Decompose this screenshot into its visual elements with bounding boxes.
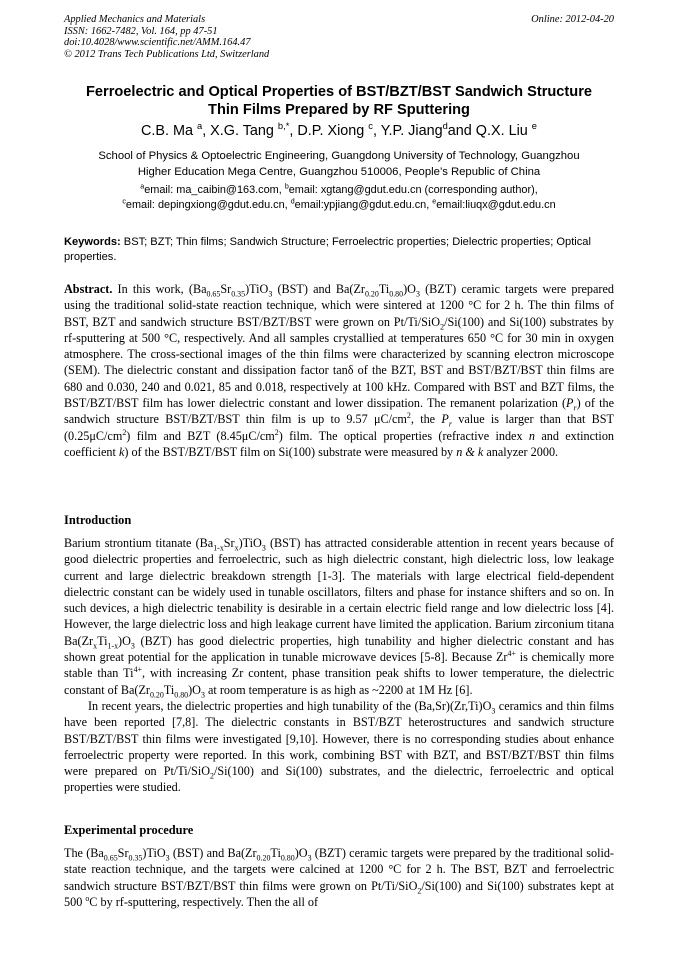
abstract-text: /Si(100) and Si(100) substrates by rf-sputtering at 500 °C, respectively. And all samples crystallied at temperatures 650 °C for 30 min in oxygen atmosphere. The cross-sectional images of the thin films were characterized by scanning electron microscope (SEM). The dielectric constant and dissipation factor tanδ of the BZT, BST and BST/BZT/BST thin films are 680 and 0.030, 240 and 0.021, 85 and 0.018, respectively at 100 kHz. Compared with BST and BZT films, the BST/BZT/BST film has lower dielectric constant and lower dissipation. The remanent polarization ( [64, 314, 614, 411]
author-list [30, 122, 648, 140]
subscript: 1-x [213, 543, 224, 553]
symbol: P [566, 396, 574, 411]
abstract-text: In this work, (Ba [112, 282, 207, 296]
online-date: Online: 2012-04-20 [531, 14, 614, 25]
subscript: 0.65 [206, 289, 221, 299]
email-e: email:liuqx@gdut.edu.cn [436, 199, 556, 211]
body-text: (BZT) has good dielectric properties, high tunability and higher dielectric constant and has shown great potential for the application in tunable microwave devices [5-8]. Because Zr [64, 633, 614, 665]
body-text: Sr [117, 846, 129, 860]
body-text: (BST) and Ba(Zr [169, 846, 257, 860]
subscript: 0.20 [364, 289, 379, 299]
affiliation [40, 148, 638, 180]
intro-paragraph-2 [64, 698, 614, 796]
introduction-heading: Introduction [64, 513, 132, 527]
author-3-mark: c [368, 121, 373, 132]
body-text: )O [294, 846, 308, 860]
superscript: 2 [274, 427, 279, 437]
author-5-mark: e [531, 121, 537, 132]
abstract-text: )O [403, 282, 416, 296]
subscript: 0.80 [389, 289, 404, 299]
subscript: 3 [130, 641, 135, 651]
abstract-paragraph [64, 281, 614, 460]
subscript: 3 [165, 853, 170, 863]
body-text: )O [118, 633, 131, 648]
email-mark-e: e [432, 197, 437, 206]
subscript: x [234, 543, 239, 553]
subscript: 1-x [107, 641, 119, 651]
body-text: , with increasing Zr content, phase transition peak shifts to lower temperature, the dielectric constant of Ba(Zr [64, 666, 614, 697]
email-c: email: depingxiong@gdut.edu.cn, [125, 199, 291, 211]
subscript: r [448, 419, 452, 429]
keywords-text: BST; BZT; Thin films; Sandwich Structure; Ferroelectric properties; Dielectric properties; Optical properties. [64, 236, 591, 263]
abstract-text: and extinction coefficient [64, 428, 615, 459]
journal-header [64, 14, 614, 60]
superscript: o [85, 893, 90, 903]
abstract-text: ) film. The optical properties (refractive index [278, 428, 529, 443]
subscript: 0.65 [103, 853, 118, 863]
subscript: r [573, 403, 577, 413]
body-text: Sr [223, 536, 235, 550]
abstract-text: (BST) and Ba(Zr [272, 282, 365, 296]
symbol: k [118, 444, 125, 459]
email-b: email: xgtang@gdut.edu.cn (corresponding author), [288, 184, 538, 196]
subscript: 2 [417, 886, 422, 896]
body-text: In recent years, the dielectric properties and high tunability of the (Ba,Sr)(Zr,Ti)O [88, 698, 492, 713]
email-d: email:ypjiang@gdut.edu.cn, [294, 199, 433, 211]
abstract-text: value is larger than that BST (0.25μC/cm [64, 412, 615, 443]
doi-line: doi:10.4028/www.scientific.net/AMM.164.47 [64, 37, 251, 49]
abstract-text: Sr [220, 282, 232, 296]
experimental-procedure [64, 845, 614, 910]
author-4: , Y.P. Jiang [372, 123, 443, 139]
symbol: P [441, 412, 449, 427]
subscript: 0.35 [231, 289, 246, 299]
abstract-label: Abstract. [64, 282, 113, 296]
title-line-1: Ferroelectric and Optical Properties of BST/BZT/BST Sandwich Structure [85, 84, 592, 100]
experimental-paragraph [64, 845, 614, 910]
abstract-text: ) of the sandwich structure BST/BZT/BST thin film is up to 9.57 μC/cm [64, 396, 614, 427]
email-mark-a: a [140, 182, 145, 191]
subscript: 0.80 [280, 853, 295, 863]
author-2-mark: b,* [277, 121, 290, 132]
affiliation-line-2: Higher Education Mega Centre, Guangzhou 510006, People’s Republic of China [137, 166, 541, 178]
subscript: 0.80 [174, 690, 189, 700]
body-text: )O [188, 682, 201, 697]
author-5: and Q.X. Liu [447, 123, 528, 139]
subscript: 0.35 [128, 853, 143, 863]
email-line-1 [40, 183, 638, 198]
body-text: (BZT) ceramic targets were prepared by the traditional solid-state reaction technique, and the targets were calcined at 1200 °C for 2 h. The BST, BZT and ferroelectric sandwich structure BST/BZT/BST thin films were grown on Pt/Ti/SiO [64, 846, 614, 893]
issn-line: ISSN: 1662-7482, Vol. 164, pp 47-51 [64, 25, 218, 37]
email-a: email: ma_caibin@163.com, [144, 184, 285, 196]
email-mark-b: b [284, 182, 289, 191]
superscript: 4+ [507, 649, 516, 659]
abstract-text: , the [410, 412, 442, 427]
body-text: The (Ba [64, 846, 104, 860]
keywords-label: Keywords: [64, 236, 121, 248]
body-text: (BST) has attracted considerable attention in recent years because of good dielectric properties and ferroelectric, such as high dielectric constant, high dielectric loss, low leakage current and large dielectric breakdown strength [1-3]. The materials with large electrical field-dependent dielectric constant can be widely used in tunable oscillators, filters and phase for instance shifters and so on. In such devices, a high dielectric tenability is desirable in a certain electric field range and low dielectric loss [4]. However, the large dielectric loss and high leakage current have limited the application. Barium zirconium titana Ba(Zr [64, 536, 614, 648]
email-line-2 [40, 198, 638, 213]
abstract-text: ) of the BST/BZT/BST film on Si(100) substrate were measured by [124, 444, 457, 459]
body-text: Ti [163, 682, 175, 697]
subscript: 3 [491, 706, 496, 716]
symbol: k [477, 444, 484, 459]
superscript: 2 [406, 411, 411, 421]
email-mark-c: c [122, 197, 126, 206]
subscript: 2 [210, 771, 214, 781]
author-2: , X.G. Tang [202, 123, 274, 139]
experimental-heading: Experimental procedure [64, 823, 194, 837]
body-text: Ti [270, 846, 281, 860]
body-text: )TiO [238, 536, 262, 550]
author-3: , D.P. Xiong [289, 123, 365, 139]
subscript: 0.20 [149, 690, 164, 700]
subscript: 2 [440, 322, 445, 332]
abstract-text: (BZT) ceramic targets were prepared using the traditional solid-state reaction technique, which were sintered at 1200 °C for 2 h. The thin films of BST, BZT and sandwich structure BST/BZT/BST were grown on Pt/Ti/SiO [64, 282, 614, 329]
abstract-text: ) film and BZT (8.45μC/cm [126, 428, 275, 443]
paper-title [40, 83, 638, 119]
journal-name: Applied Mechanics and Materials [64, 14, 206, 25]
affiliation-line-1: School of Physics & Optoelectric Engineering, Guangdong University of Technology, Guangzhou [98, 150, 580, 162]
body-text: ceramics and thin films have been reported [7,8]. The dielectric constants in BST/BZT heterostructures and sandwich structure BST/BZT/BST thin films were investigated [9,10]. However, there is no corresponding studies about enhance ferroelectric property were reported. In this work, combining BST with BZT, and BST/BZT/BST thin films were prepared on Pt/Ti/SiO [64, 698, 615, 779]
subscript: x [93, 641, 98, 651]
body-text: /Si(100) and Si(100) substrates, and the dielectric, ferroelectric and optical properties were studied. [64, 764, 614, 795]
body-text: Barium strontium titanate (Ba [64, 536, 214, 550]
abstract-text: Ti [378, 282, 390, 296]
body-text: at room temperature is as high as ~2200 at 1M Hz [6]. [204, 682, 473, 697]
abstract-text: )TiO [245, 282, 269, 296]
symbol: n & [456, 444, 475, 459]
body-text: is chemically more stable than Ti [64, 650, 614, 681]
author-4-mark: d [442, 121, 448, 132]
author-1: C.B. Ma [141, 123, 193, 139]
keywords [64, 235, 614, 265]
body-text: )TiO [142, 846, 166, 860]
body-text: /Si(100) and Si(100) substrates kept at 500 [64, 878, 614, 909]
body-text: C by rf-sputtering, respectively. Then the all of [89, 894, 319, 909]
abstract-text: analyzer 2000. [483, 444, 559, 459]
abstract [64, 281, 614, 460]
subscript: 3 [268, 289, 273, 299]
symbol: n [528, 428, 535, 443]
subscript: 3 [201, 690, 205, 700]
author-1-mark: a [196, 121, 203, 132]
email-mark-d: d [290, 197, 295, 206]
subscript: 3 [415, 289, 420, 299]
email-list [40, 183, 638, 213]
body-text: Ti [97, 633, 108, 648]
superscript: 2 [122, 427, 127, 437]
subscript: 3 [307, 853, 312, 863]
subscript: 0.20 [256, 853, 271, 863]
superscript: 4+ [133, 665, 143, 675]
introduction [64, 535, 614, 796]
title-line-2: Thin Films Prepared by RF Sputtering [208, 102, 470, 118]
subscript: 3 [261, 543, 266, 553]
intro-paragraph-1 [64, 535, 614, 698]
copyright-line: © 2012 Trans Tech Publications Ltd, Switzerland [64, 48, 270, 60]
